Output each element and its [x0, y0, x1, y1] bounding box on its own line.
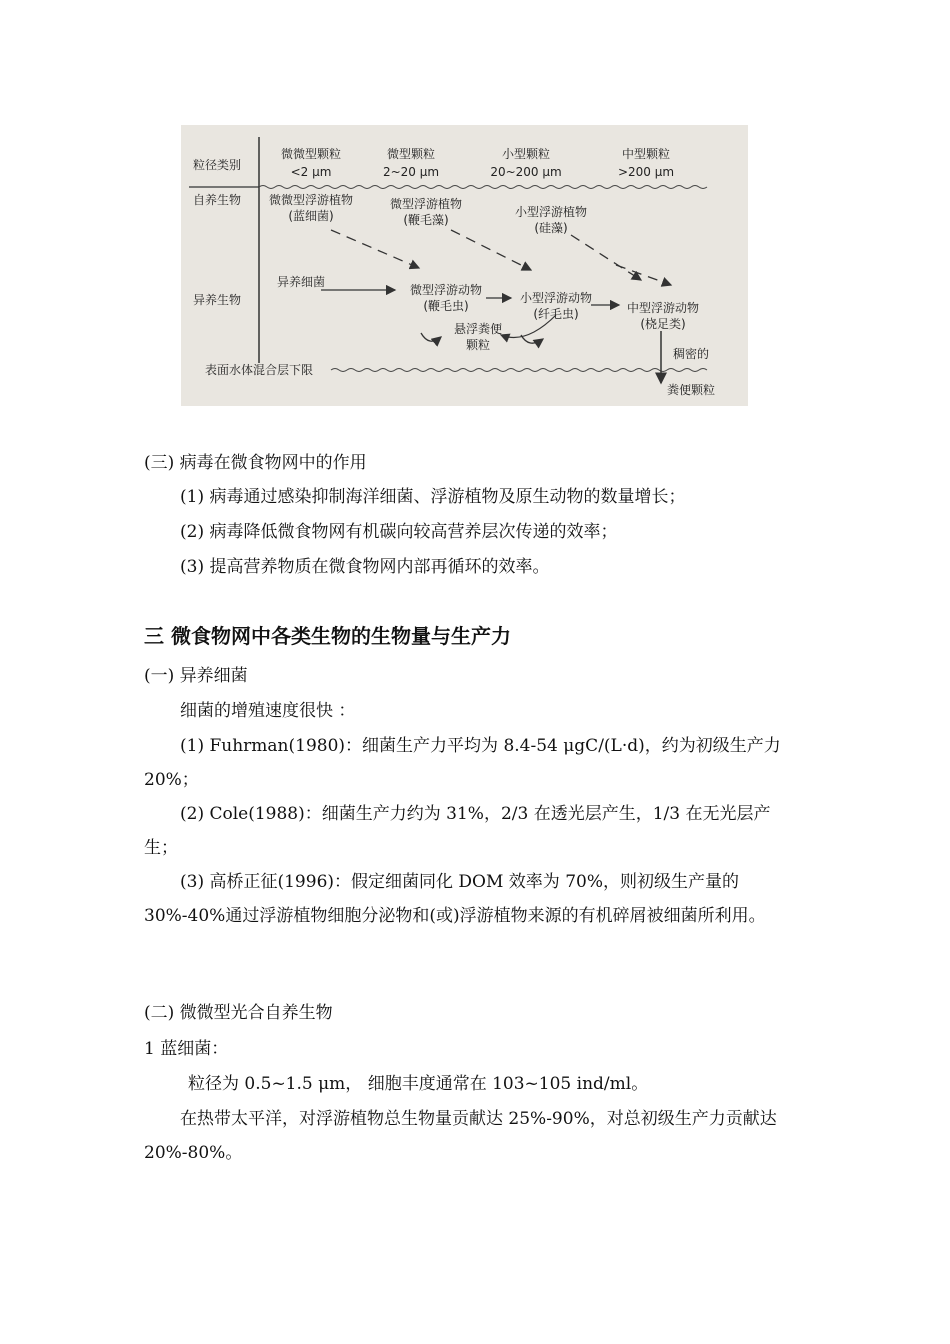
col-micro-name: 小型颗粒 [501, 147, 550, 161]
col-nano-name: 微型颗粒 [386, 147, 435, 161]
col-pico-name: 微微型颗粒 [280, 147, 341, 161]
bacteria-intro: 细菌的增殖速度很快 ： [180, 701, 356, 721]
pico-line-2: 在热带太平洋，对浮游植物总生物量贡献达 25%-90%，对总初级生产力贡献达 20%-80%。 [144, 1109, 777, 1163]
bacteria-heading: (一) 异养细菌 [144, 666, 248, 686]
node-hetero-bacteria: 异养细菌 [277, 275, 326, 289]
node-nano-phyto-1: 微型浮游植物 [389, 197, 462, 211]
bacteria-item-3: (3) 高桥正征(1996)：假定细菌同化 DOM 效率为 70%，则初级生产量的 30%-40%通过浮游植物细胞分泌物和(或)浮游植物来源的有机碎屑被细菌所利用。 [144, 872, 766, 926]
node-micro-phyto-2: (硅藻) [534, 221, 568, 235]
section-3-title: 三 微食物网中各类生物的生物量与生产力 [144, 624, 511, 648]
node-micro-zoo-2: (纤毛虫) [533, 307, 579, 321]
row-autotroph: 自养生物 [193, 193, 242, 207]
bacteria-item-2: (2) Cole(1988)：细菌生产力约为 31%，2/3 在透光层产生，1/3 在无光层产生； [144, 804, 771, 858]
viruses-item-1: (1) 病毒通过感染抑制海洋细菌、浮游植物及原生动物的数量增长； [180, 487, 686, 507]
node-nano-phyto-2: (鞭毛藻) [403, 213, 449, 227]
header-size-class: 粒径类别 [193, 158, 242, 172]
node-meso-zoo-2: (桡足类) [640, 317, 686, 331]
row-heterotroph: 异养生物 [193, 293, 242, 307]
col-meso-size: >200 μm [617, 165, 675, 179]
food-web-figure [181, 125, 748, 406]
node-pico-phyto-2: (蓝细菌) [288, 209, 334, 223]
node-micro-phyto-1: 小型浮游植物 [514, 205, 587, 219]
pico-heading: (二) 微微型光合自养生物 [144, 1003, 333, 1023]
pico-sub: 1 蓝细菌： [144, 1039, 229, 1059]
bacteria-item-1: (1) Fuhrman(1980)：细菌生产力平均为 8.4-54 μgC/(L·d)，约为初级生产力 20%； [144, 736, 781, 790]
node-fecal-suspended-1: 悬浮粪便 [453, 322, 502, 336]
col-pico-size: <2 μm [290, 165, 332, 179]
viruses-heading: (三) 病毒在微食物网中的作用 [144, 453, 367, 473]
node-nano-zoo-2: (鞭毛虫) [423, 299, 469, 313]
viruses-item-2: (2) 病毒降低微食物网有机碳向较高营养层次传递的效率； [180, 522, 618, 542]
col-meso-name: 中型颗粒 [621, 147, 670, 161]
viruses-item-3: (3) 提高营养物质在微食物网内部再循环的效率。 [180, 557, 550, 577]
node-dense-2: 粪便颗粒 [667, 383, 716, 397]
mixed-layer-label: 表面水体混合层下限 [205, 363, 314, 377]
node-meso-zoo-1: 中型浮游动物 [626, 301, 699, 315]
node-dense-1: 稠密的 [673, 347, 710, 361]
col-micro-size: 20~200 μm [490, 165, 562, 179]
node-pico-phyto-1: 微微型浮游植物 [268, 193, 353, 207]
pico-line-1: 粒径为 0.5~1.5 μm， 细胞丰度通常在 103~105 ind/ml。 [188, 1074, 649, 1094]
node-fecal-suspended-2: 颗粒 [465, 338, 490, 352]
col-nano-size: 2~20 μm [382, 165, 440, 179]
node-micro-zoo-1: 小型浮游动物 [519, 291, 592, 305]
node-nano-zoo-1: 微型浮游动物 [409, 283, 482, 297]
